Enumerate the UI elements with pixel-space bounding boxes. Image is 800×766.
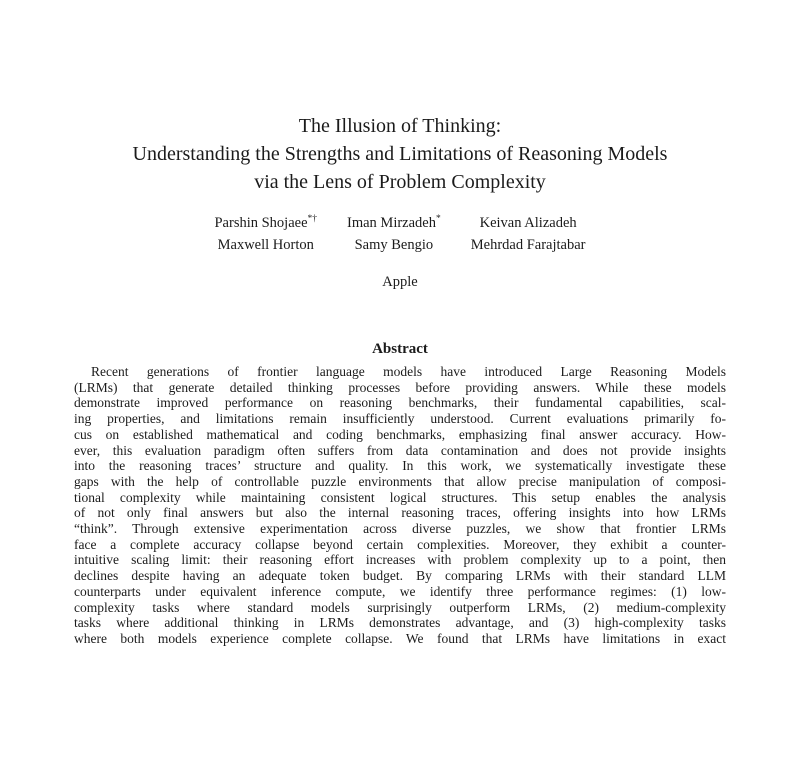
authors-block xyxy=(0,212,800,256)
paper-title-line-1: The Illusion of Thinking: xyxy=(298,115,502,137)
author-name: Samy Bengio xyxy=(354,237,434,253)
author-keivan-alizadeh xyxy=(471,212,586,234)
abstract-line: where both models experience complete collapse. We found that LRMs have limitations in exact xyxy=(74,630,726,646)
author-footnote-marks: *† xyxy=(307,214,318,225)
abstract-line: “think”. Through extensive experimentation across diverse puzzles, we show that frontier LRMs xyxy=(74,521,726,537)
abstract-body xyxy=(74,364,726,647)
abstract-line: face a complete accuracy collapse beyond certain complexities. Moreover, they exhibit a counter- xyxy=(74,536,726,552)
author-parshin-shojaee xyxy=(214,212,317,234)
abstract-line: cus on established mathematical and coding benchmarks, emphasizing final answer accuracy. How- xyxy=(74,426,726,442)
abstract-line: (LRMs) that generate detailed thinking processes before providing answers. While these models xyxy=(74,379,726,395)
abstract-line: tional complexity while maintaining consistent logical structures. This setup enables the analysis xyxy=(74,489,726,505)
abstract-heading: Abstract xyxy=(372,341,428,357)
paper-title xyxy=(0,112,800,196)
abstract-line: of not only final answers but also the internal reasoning traces, offering insights into how LRMs xyxy=(74,505,726,521)
author-name: Iman Mirzadeh xyxy=(347,215,436,231)
author-mehrdad-farajtabar xyxy=(471,234,586,256)
paper-page xyxy=(0,112,800,766)
abstract-line: demonstrate improved performance on reasoning benchmarks, their fundamental capabilities, scal- xyxy=(74,395,726,411)
author-name: Mehrdad Farajtabar xyxy=(470,237,586,253)
author-iman-mirzadeh xyxy=(347,212,441,234)
abstract-line: ever, this evaluation paradigm often suffers from data contamination and does not provide insights xyxy=(74,442,726,458)
author-samy-bengio xyxy=(347,234,441,256)
abstract-line: tasks where additional thinking in LRMs demonstrates advantage, and (3) high-complexity tasks xyxy=(74,615,726,631)
abstract-line: into the reasoning traces’ structure and quality. In this work, we systematically investigate these xyxy=(74,458,726,474)
paper-title-line-2: Understanding the Strengths and Limitations of Reasoning Models xyxy=(132,143,668,165)
abstract-line: intuitive scaling limit: their reasoning effort increases with problem complexity up to a point, then xyxy=(74,552,726,568)
abstract-line: declines despite having an adequate token budget. By comparing LRMs with their standard LLM xyxy=(74,568,726,584)
abstract-line: ing properties, and limitations remain insufficiently understood. Current evaluations primarily fo- xyxy=(74,411,726,427)
author-name: Maxwell Horton xyxy=(217,237,314,253)
abstract-line: complexity tasks where standard models surprisingly outperform LRMs, (2) medium-complexity xyxy=(74,599,726,615)
affiliation: Apple xyxy=(382,274,418,290)
abstract-line: counterparts under equivalent inference compute, we identify three performance regimes: (1) low- xyxy=(74,583,726,599)
author-name: Keivan Alizadeh xyxy=(479,215,577,231)
paper-title-line-3: via the Lens of Problem Complexity xyxy=(254,171,546,193)
author-maxwell-horton xyxy=(214,234,317,256)
abstract-line: Recent generations of frontier language models have introduced Large Reasoning Models xyxy=(91,364,726,379)
author-name: Parshin Shojaee xyxy=(214,215,308,231)
abstract-line: gaps with the help of controllable puzzle environments that allow precise manipulation of composi- xyxy=(74,473,726,489)
author-footnote-marks: * xyxy=(436,214,441,225)
